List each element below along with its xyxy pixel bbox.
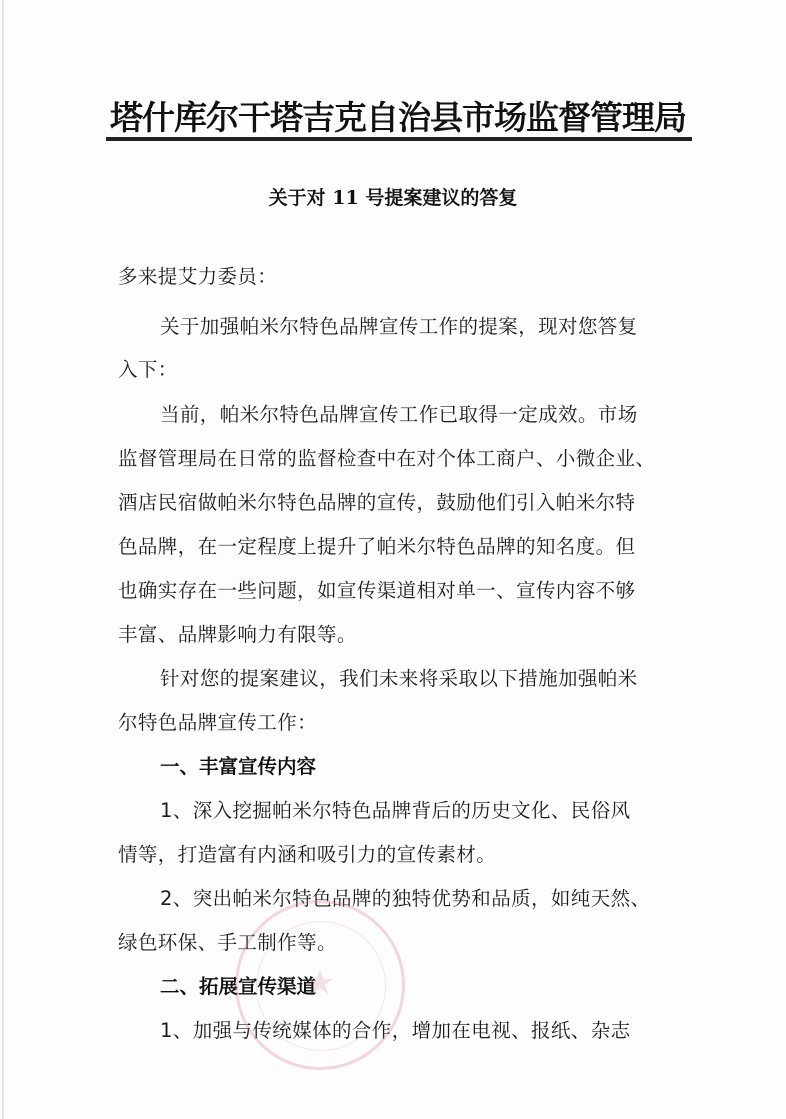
seal-star-icon: ★ <box>304 963 336 1003</box>
section-heading: 一、丰富宣传内容 <box>160 755 317 778</box>
paragraph-line: 酒店民宿做帕米尔特色品牌的宣传，鼓励他们引入帕米尔特 <box>118 491 636 514</box>
paragraph-line: 尔特色品牌宣传工作： <box>118 711 318 734</box>
official-seal <box>235 900 405 1070</box>
scan-edge <box>2 0 5 1119</box>
document-title: 关于对 11 号提案建议的答复 <box>268 187 518 209</box>
paragraph-line: 2、突出帕米尔特色品牌的独特优势和品质，如纯天然、 <box>160 887 651 910</box>
paragraph-line: 情等，打造富有内涵和吸引力的宣传素材。 <box>118 843 497 866</box>
paragraph-line: 针对您的提案建议，我们未来将采取以下措施加强帕米 <box>160 667 638 690</box>
paragraph-line: 当前，帕米尔特色品牌宣传工作已取得一定成效。市场 <box>160 403 638 426</box>
paragraph-line: 也确实存在一些问题，如宣传渠道相对单一、宣传内容不够 <box>118 579 636 602</box>
header-rule <box>106 137 692 141</box>
paragraph-line: 绿色环保、手工制作等。 <box>118 931 337 954</box>
paragraph-line: 色品牌，在一定程度上提升了帕米尔特色品牌的知名度。但 <box>118 535 636 558</box>
paragraph-line: 监督管理局在日常的监督检查中在对个体工商户、小微企业、 <box>118 447 656 470</box>
paragraph-line: 关于加强帕米尔特色品牌宣传工作的提案，现对您答复 <box>160 315 638 338</box>
paragraph-line: 丰富、品牌影响力有限等。 <box>118 623 357 646</box>
organization-header: 塔什库尔干塔吉克自治县市场监督管理局 <box>110 98 686 137</box>
paragraph-line: 入下： <box>118 358 178 381</box>
section-heading: 二、拓展宣传渠道 <box>160 975 317 998</box>
paragraph-line: 1、深入挖掘帕米尔特色品牌背后的历史文化、民俗风 <box>160 799 631 822</box>
salutation: 多来提艾力委员： <box>118 265 278 288</box>
paragraph-line: 1、加强与传统媒体的合作，增加在电视、报纸、杂志 <box>160 1019 631 1042</box>
